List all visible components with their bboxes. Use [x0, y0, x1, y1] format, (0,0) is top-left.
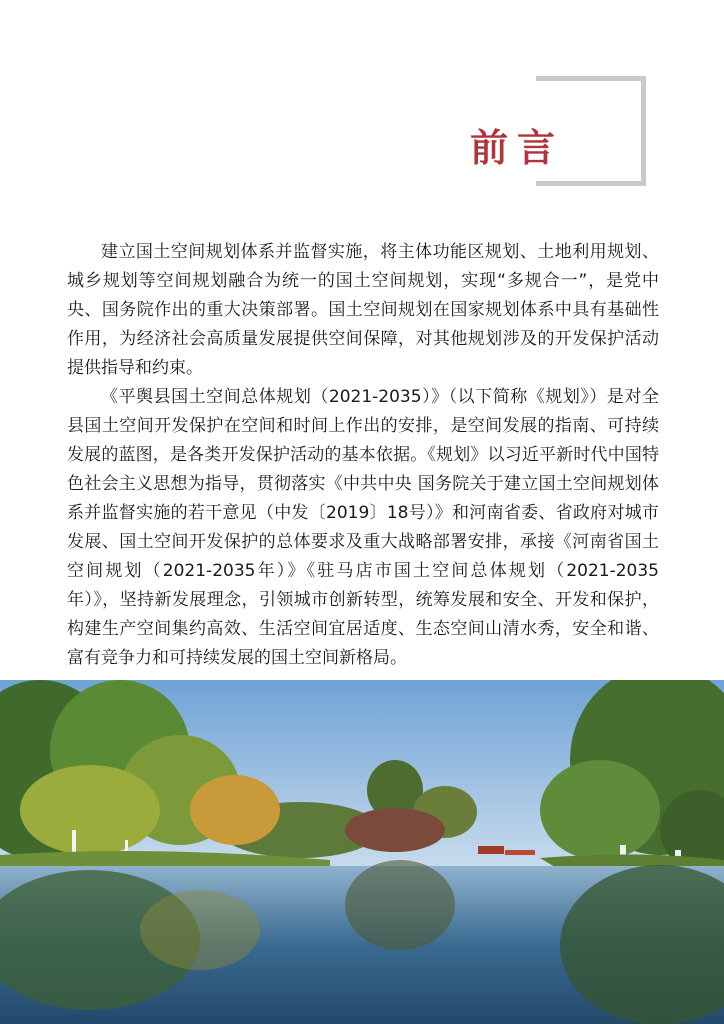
preface-paragraph-2: 《平舆县国土空间总体规划（2021-2035）》（以下简称《规划》）是对全县国土空间开发保护在空间和时间上作出的安排，是空间发展的指南、可持续发展的蓝图，是各类开发保护活动的基本依据。《规划》以习近平新时代中国特色社会主义思想为指导，贯彻落实《中共中央 国务院关于建立国土空间规划体系并监督实施的若干意见（中发〔2019〕18号）》和河南省委、省政府对城市发展、国土空间开发保护的总体要求及重大战略部署安排，承接《河南省国土空间规划（2021-2035年）》《驻马店市国土空间总体规划（2021-2035年）》，坚持新发展理念，引领城市创新转型，统筹发展和安全、开发和保护，构建生产空间集约高效、生活空间宜居适度、生态空间山清水秀，安全和谐、富有竞争力和可持续发展的国土空间新格局。 — [67, 387, 659, 668]
preface-body — [67, 238, 659, 673]
lake-park-photo — [0, 680, 724, 1024]
page-title: 前言 — [470, 126, 565, 170]
preface-paragraph-1: 建立国土空间规划体系并监督实施，将主体功能区规划、土地利用规划、城乡规划等空间规划融合为统一的国土空间规划，实现“多规合一”，是党中央、国务院作出的重大决策部署。国土空间规划在国家规划体系中具有基础性作用，为经济社会高质量发展提供空间保障，对其他规划涉及的开发保护活动提供指导和约束。 — [67, 242, 659, 378]
